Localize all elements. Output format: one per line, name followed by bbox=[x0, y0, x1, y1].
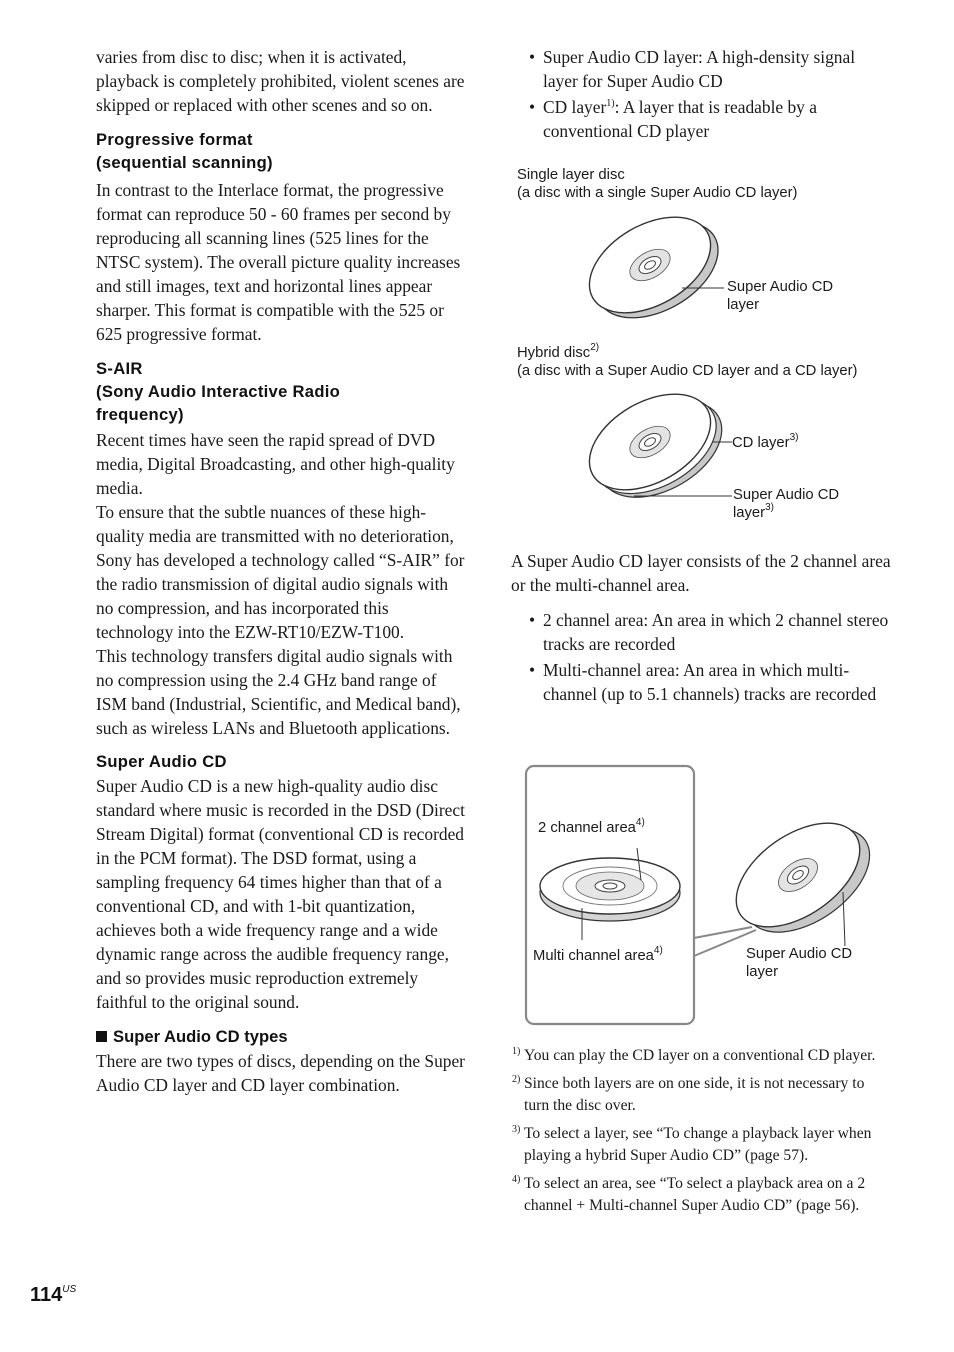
area-text-block bbox=[511, 549, 891, 706]
tilted-disc bbox=[718, 799, 880, 956]
single-disc-label-line2: layer bbox=[727, 297, 760, 313]
footnote-1-mark: 1) bbox=[512, 1046, 521, 1057]
types-body: There are two types of discs, depending on the Super Audio CD layer and CD layer combination. bbox=[96, 1051, 465, 1095]
footnote-1-text: You can play the CD layer on a conventional CD player. bbox=[524, 1047, 876, 1064]
hybrid-disc-title: Hybrid disc bbox=[517, 345, 591, 361]
footnote-3 bbox=[512, 1123, 887, 1167]
footnote-4-mark: 4) bbox=[512, 1174, 521, 1185]
hybrid-disc-subtitle: (a disc with a Super Audio CD layer and a CD layer) bbox=[517, 363, 858, 379]
footnotes bbox=[512, 1045, 887, 1217]
layer-paragraph: A Super Audio CD layer consists of the 2 channel area or the multi-channel area. bbox=[511, 551, 891, 595]
bullet-sacd-layer-text: Super Audio CD layer: A high-density signal layer for Super Audio CD bbox=[543, 47, 856, 91]
footnote-3-text: To select a layer, see “To change a playback layer when playing a hybrid Super Audio CD” (page 57). bbox=[524, 1125, 872, 1164]
single-disc-layer-label bbox=[727, 278, 833, 314]
bullet-multi-channel-text: Multi-channel area: An area in which multi-channel (up to 5.1 channels) tracks are recorded bbox=[543, 660, 877, 704]
bullet-two-channel: • 2 channel area: An area in which 2 channel stereo tracks are recorded bbox=[529, 610, 889, 654]
flat-disc bbox=[540, 858, 680, 921]
types-heading bbox=[96, 1025, 466, 1048]
progressive-heading-line1: Progressive format bbox=[96, 130, 253, 149]
footnote-ref-4a: 4) bbox=[635, 817, 645, 828]
intro-paragraph: varies from disc to disc; when it is activated, playback is completely prohibited, violent scenes are skipped or replaced with other scenes and so on. bbox=[96, 47, 465, 115]
hybrid-disc-leaders bbox=[620, 430, 740, 510]
page-number bbox=[30, 1284, 76, 1307]
sair-paragraph-2: To ensure that the subtle nuances of these high-quality media are transmitted with no deterioration, Sony has developed a technology called “S-AIR” for the radio transmission of digital audio signals with no compression, and has incorporated this technology into the EZW-RT10/EZW-T100. bbox=[96, 502, 465, 642]
area-sacd-label-line2: layer bbox=[746, 964, 779, 980]
types-heading-text: Super Audio CD types bbox=[113, 1027, 288, 1046]
sair-heading-line3: frequency) bbox=[96, 405, 184, 424]
hybrid-sacd-label-line2: layer bbox=[733, 505, 766, 521]
footnote-ref-4b: 4) bbox=[653, 945, 663, 956]
progressive-body: In contrast to the Interlace format, the progressive format can reproduce 50 - 60 frames per second by reproducing all scanning lines (525 lines for the NTSC system). The overall picture quality increases and still images, text and horizontal lines appear sharper. This format is compatible with the 525 or 625 progressive format. bbox=[96, 180, 461, 344]
bullet-sacd-layer: • Super Audio CD layer: A high-density signal layer for Super Audio CD bbox=[529, 47, 856, 91]
footnote-3-mark: 3) bbox=[512, 1124, 521, 1135]
bullet-cd-layer: • CD layer$^{1)}$: A layer that is readable by a conventional CD player bbox=[529, 97, 817, 141]
footnote-ref-3b: 3) bbox=[765, 502, 774, 513]
top-bullets bbox=[511, 45, 891, 143]
progressive-heading-line2: (sequential scanning) bbox=[96, 153, 273, 172]
footnote-2-text: Since both layers are on one side, it is not necessary to turn the disc over. bbox=[524, 1075, 865, 1114]
cd-layer-label bbox=[732, 434, 798, 452]
multi-channel-area-label bbox=[533, 947, 663, 965]
page-number-suffix: US bbox=[62, 1284, 77, 1295]
area-sacd-layer-label bbox=[746, 945, 852, 981]
hybrid-disc-caption bbox=[517, 344, 857, 380]
page-number-value: 114 bbox=[30, 1284, 63, 1306]
sair-paragraph-1: Recent times have seen the rapid spread of DVD media, Digital Broadcasting, and other high-quality media. bbox=[96, 430, 455, 498]
left-column bbox=[96, 45, 466, 1097]
bullet-cd-layer-lead: CD layer bbox=[543, 97, 607, 117]
single-disc-caption bbox=[517, 166, 797, 202]
hybrid-sacd-label-line1: Super Audio CD bbox=[733, 487, 840, 503]
single-disc-figure bbox=[580, 215, 730, 325]
sair-paragraph-3: This technology transfers digital audio signals with no compression using the 2.4 GHz band range of ISM band (Industrial, Scientific, and Medical band), such as wireless LANs and Bluetooth applications. bbox=[96, 646, 461, 738]
two-channel-label-text: 2 channel area bbox=[538, 820, 636, 836]
single-disc-label-line1: Super Audio CD bbox=[727, 279, 834, 295]
two-channel-area-label bbox=[538, 819, 645, 837]
multi-channel-label-text: Multi channel area bbox=[533, 948, 654, 964]
footnote-2 bbox=[512, 1073, 887, 1117]
footnote-1 bbox=[512, 1045, 887, 1067]
single-disc-title: Single layer disc bbox=[517, 167, 625, 183]
bullet-cd-layer-rest: : A layer that is readable by a conventional CD player bbox=[543, 97, 817, 141]
footnote-ref-3a: 3) bbox=[789, 432, 799, 443]
bullet-two-channel-text: 2 channel area: An area in which 2 channel stereo tracks are recorded bbox=[543, 610, 889, 654]
single-disc-subtitle: (a disc with a single Super Audio CD layer) bbox=[517, 185, 798, 201]
footnote-4-text: To select an area, see “To select a playback area on a 2 channel + Multi-channel Super Audio CD” (page 56). bbox=[524, 1175, 866, 1214]
sair-heading-line2: (Sony Audio Interactive Radio bbox=[96, 382, 341, 401]
hybrid-sacd-layer-label bbox=[733, 486, 839, 522]
square-bullet-icon bbox=[96, 1031, 107, 1042]
bullet-multi-channel: • Multi-channel area: An area in which multi-channel (up to 5.1 channels) tracks are recorded bbox=[529, 660, 877, 704]
cd-layer-label-text: CD layer bbox=[732, 435, 790, 451]
footnote-2-mark: 2) bbox=[512, 1074, 521, 1085]
sair-heading-line1: S-AIR bbox=[96, 359, 143, 378]
area-figure bbox=[520, 762, 880, 1028]
footnote-ref-2: 2) bbox=[590, 342, 600, 353]
footnote-ref-1: 1) bbox=[606, 98, 615, 109]
footnote-4 bbox=[512, 1173, 887, 1217]
sair-heading bbox=[96, 357, 466, 426]
progressive-heading bbox=[96, 128, 466, 174]
sacd-heading: Super Audio CD bbox=[96, 752, 227, 771]
sacd-body: Super Audio CD is a new high-quality audio disc standard where music is recorded in the DSD (Direct Stream Digital) format (conventional CD is recorded in the PCM format). The DSD format, using a sampling frequency 64 times higher than that of a conventional CD, and with 1-bit quantization, achieves both a wide frequency range and a wide dynamic range across the audible frequency range, and so provides music reproduction extremely faithful to the original sound. bbox=[96, 776, 465, 1012]
single-disc-leader bbox=[680, 280, 730, 300]
area-sacd-label-line1: Super Audio CD bbox=[746, 946, 853, 962]
